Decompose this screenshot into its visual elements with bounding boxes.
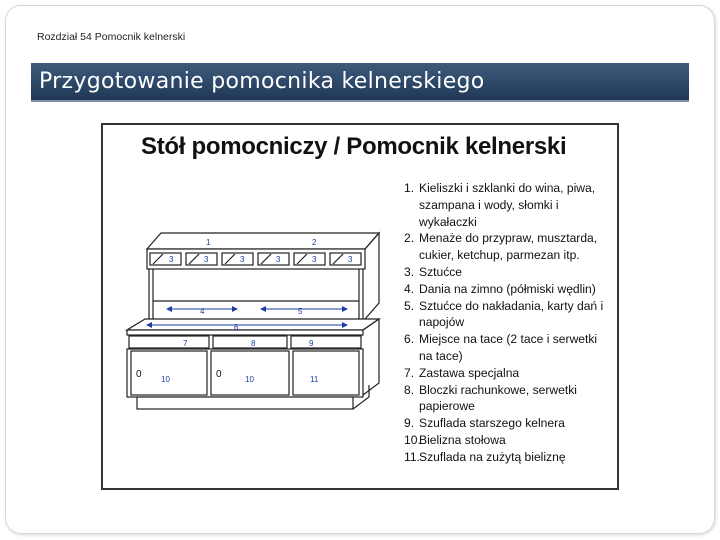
label-10a: 10 bbox=[161, 375, 170, 384]
legend-item: 7. Zastawa specjalna bbox=[404, 365, 520, 380]
chapter-heading: Rozdział 54 Pomocnik kelnerski bbox=[37, 31, 186, 43]
legend-item: 10. Bielizna stołowa bbox=[404, 432, 506, 447]
label-6: 6 bbox=[234, 323, 239, 332]
handle-mark-left: 0 bbox=[136, 369, 142, 380]
legend-item: 1. Kieliszki i szklanki do wina, piwa, szampana i wody, słomki i wykałaczki bbox=[404, 181, 596, 229]
label-3e: 3 bbox=[312, 255, 317, 264]
legend-item: 8. Bloczki rachunkowe, serwetki papierowe bbox=[404, 382, 577, 414]
label-3f: 3 bbox=[348, 255, 353, 264]
label-10b: 10 bbox=[245, 375, 254, 384]
legend-item: 4. Dania na zimno (półmiski wędlin) bbox=[404, 281, 596, 296]
label-3a: 3 bbox=[169, 255, 174, 264]
legend-item: 6. Miejsce na tace (2 tace i serwetki na tace) bbox=[404, 332, 598, 363]
label-7: 7 bbox=[183, 339, 188, 348]
legend-item: 11. Szuflada na zużytą bieliznę bbox=[404, 449, 566, 464]
label-3b: 3 bbox=[204, 255, 209, 264]
label-3c: 3 bbox=[240, 255, 245, 264]
sideboard-figure bbox=[101, 123, 619, 490]
legend-item: 9. Szuflada starszego kelnera bbox=[404, 416, 565, 431]
title-bar bbox=[31, 63, 689, 102]
sideboard-drawing bbox=[103, 125, 403, 425]
label-9: 9 bbox=[309, 339, 314, 348]
handle-mark-middle: 0 bbox=[216, 369, 222, 380]
label-1: 1 bbox=[206, 238, 211, 247]
label-5: 5 bbox=[298, 307, 303, 316]
slide-title: Przygotowanie pomocnika kelnerskiego bbox=[39, 69, 485, 94]
legend-item: 3. Sztućce bbox=[404, 264, 463, 279]
label-8: 8 bbox=[251, 339, 256, 348]
figure-title: Stół pomocniczy / Pomocnik kelnerski bbox=[141, 133, 567, 160]
legend-list bbox=[404, 180, 609, 466]
legend-item: 2. Menaże do przypraw, musztarda, cukier, ketchup, parmezan itp. bbox=[404, 231, 598, 263]
legend-item: 5. Sztućce do nakładania, karty dań i napojów bbox=[404, 298, 604, 330]
label-2: 2 bbox=[312, 238, 317, 247]
label-11: 11 bbox=[310, 375, 319, 384]
label-3d: 3 bbox=[276, 255, 281, 264]
label-4: 4 bbox=[200, 307, 205, 316]
